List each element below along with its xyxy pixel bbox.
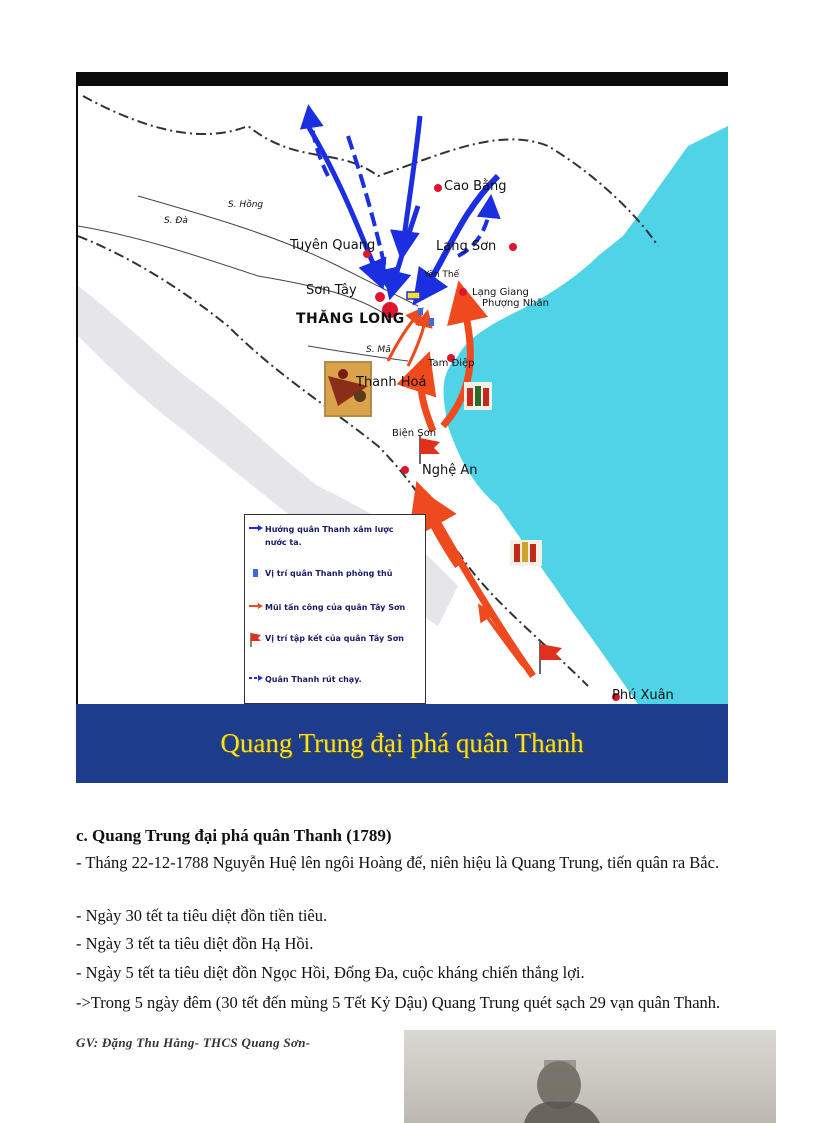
city-dot bbox=[434, 184, 442, 192]
qing-garrison bbox=[429, 318, 434, 326]
map-title: Quang Trung đại phá quân Thanh bbox=[220, 728, 584, 758]
tayson-flag bbox=[420, 436, 440, 464]
city-dot bbox=[401, 466, 409, 474]
qing-soldiers-icon bbox=[510, 540, 542, 566]
blue-square-icon bbox=[249, 567, 265, 583]
place-bien-son: Biện Sơn bbox=[392, 428, 437, 439]
legend-label: Mũi tấn công của quân Tây Sơn bbox=[265, 603, 406, 612]
legend-item bbox=[249, 632, 404, 652]
paragraph: ->Trong 5 ngày đêm (30 tết đến mùng 5 Tết Kỷ Dậu) Quang Trung quét sạch 29 vạn quân Thanh. bbox=[76, 993, 721, 1012]
place-yen-the: Yên Thế bbox=[424, 270, 460, 280]
place-tuyen-quang: Tuyên Quang bbox=[290, 238, 376, 253]
city-dot bbox=[375, 292, 385, 302]
paragraph: - Tháng 22-12-1788 Nguyễn Huệ lên ngôi Hoàng đế, niên hiệu là Quang Trung, tiến quân ra Bắc. bbox=[76, 853, 720, 872]
place-tam-diep: Tam Điệp bbox=[428, 358, 475, 369]
legend-item bbox=[249, 523, 415, 549]
paragraph: - Ngày 5 tết ta tiêu diệt đồn Ngọc Hồi, Đống Đa, cuộc kháng chiến thắng lợi. bbox=[76, 963, 585, 982]
red-arrow-icon bbox=[249, 601, 265, 615]
qing-garrison bbox=[407, 292, 420, 299]
map-legend bbox=[244, 514, 426, 704]
map-title-banner bbox=[76, 704, 728, 783]
river-ma: S. Mã bbox=[366, 345, 391, 355]
paragraph: - Ngày 30 tết ta tiêu diệt đồn tiền tiêu. bbox=[76, 906, 328, 925]
historical-map bbox=[78, 86, 728, 704]
legend-item bbox=[249, 567, 392, 583]
legend-label: Vị trí quân Thanh phòng thủ bbox=[265, 569, 393, 578]
city-dot bbox=[459, 288, 467, 296]
page-footer: GV: Đặng Thu Hằng- THCS Quang Sơn- bbox=[76, 1035, 311, 1050]
place-phuong-nhan: Phượng Nhãn bbox=[482, 298, 549, 309]
place-cao-bang: Cao Bằng bbox=[444, 179, 507, 194]
river-hong: S. Hồng bbox=[228, 200, 264, 210]
legend-item bbox=[249, 601, 405, 615]
legend-label: Quân Thanh rút chạy. bbox=[265, 675, 362, 684]
qing-soldiers-icon bbox=[464, 382, 492, 410]
legend-label: Hướng quân Thanh xâm lược nước ta. bbox=[265, 525, 394, 547]
legend-label: Vị trí tập kết của quân Tây Sơn bbox=[265, 634, 404, 643]
qing-arrow bbox=[348, 136, 388, 281]
place-thanh-hoa: Thanh Hoá bbox=[356, 375, 427, 390]
tayson-arrow bbox=[483, 611, 523, 666]
statue-photo bbox=[404, 1030, 776, 1123]
place-son-tay: Sơn Tây bbox=[306, 283, 357, 298]
river-da: S. Đà bbox=[164, 216, 188, 226]
red-flag-icon bbox=[249, 632, 265, 652]
statue-image bbox=[404, 1030, 776, 1123]
city-dot bbox=[509, 243, 517, 251]
place-nghe-an: Nghệ An bbox=[422, 463, 478, 478]
place-thang-long: THĂNG LONG bbox=[296, 311, 405, 327]
section-heading: c. Quang Trung đại phá quân Thanh (1789) bbox=[76, 826, 392, 845]
tayson-flag bbox=[540, 642, 562, 674]
blue-arrow-icon bbox=[249, 523, 265, 537]
dashed-blue-arrow-icon bbox=[249, 673, 265, 687]
place-phu-xuan: Phú Xuân bbox=[612, 688, 674, 703]
paragraph: - Ngày 3 tết ta tiêu diệt đồn Hạ Hồi. bbox=[76, 934, 314, 953]
legend-item bbox=[249, 673, 362, 687]
place-lang-son: Lạng Sơn bbox=[436, 239, 497, 254]
qing-garrison bbox=[418, 308, 423, 315]
place-lang-giang: Lạng Giang bbox=[472, 287, 529, 298]
